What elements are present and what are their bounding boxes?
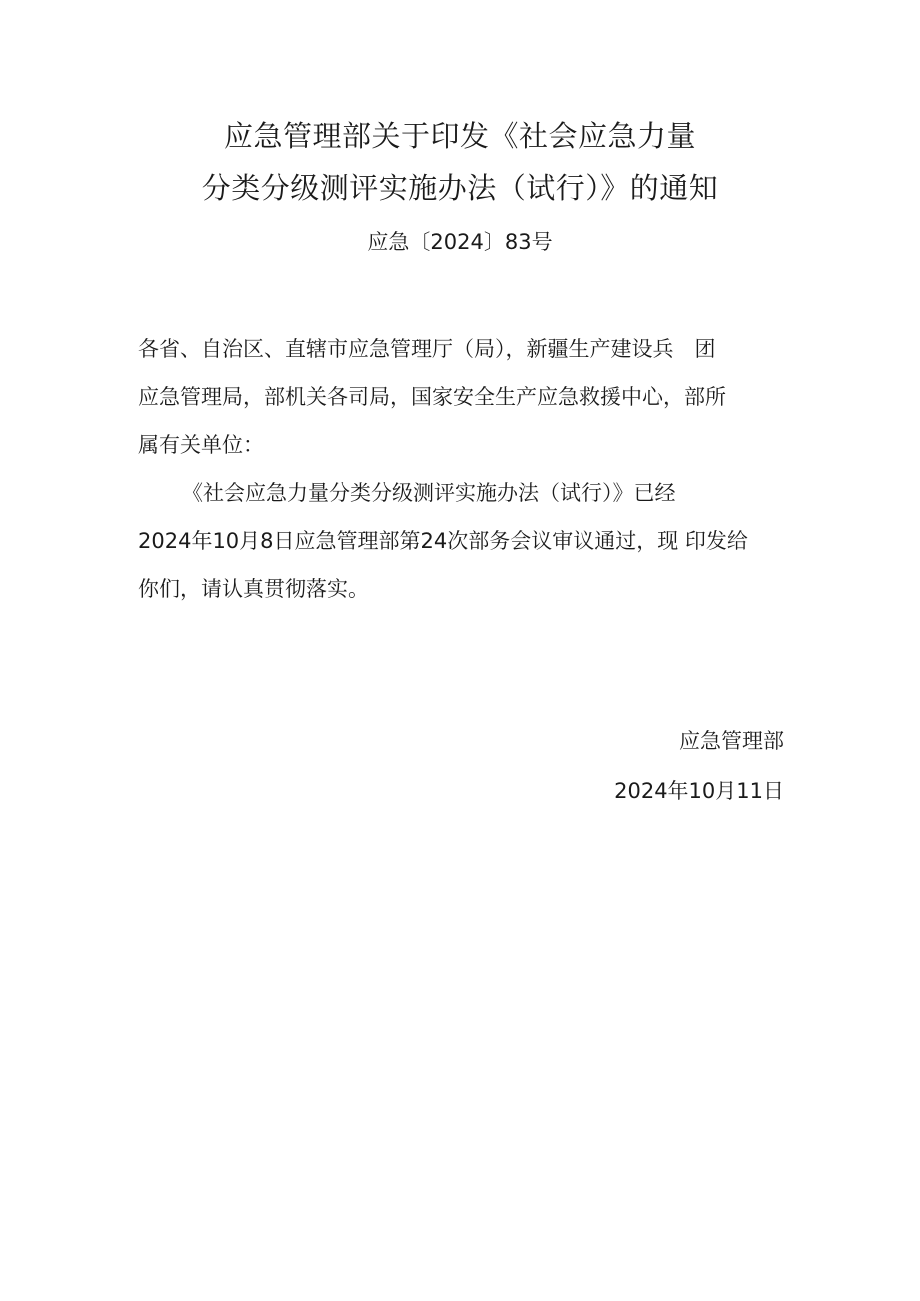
issue-date: 2024年10月11日 (614, 779, 784, 803)
document-title-line-2: 分类分级测评实施办法（试行）》的通知 (201, 171, 719, 205)
document-number: 应急〔2024〕83号 (367, 230, 553, 254)
issuer-signature: 应急管理部 (679, 729, 784, 753)
salutation-line-2: 应急管理局，部机关各司局，国家安全生产应急救援中心，部所 (138, 385, 726, 409)
document-title-line-1: 应急管理部关于印发《社会应急力量 (223, 119, 696, 153)
body-line-3: 你们，请认真贯彻落实。 (138, 577, 369, 601)
salutation-line-1: 各省、自治区、直辖市应急管理厅（局），新疆生产建设兵 团 (138, 337, 716, 361)
salutation-line-3: 属有关单位： (138, 433, 264, 457)
body-line-1: 《社会应急力量分类分级测评实施办法（试行）》已经 (182, 481, 676, 505)
body-line-2: 2024年10月8日应急管理部第24次部务会议审议通过，现 印发给 (138, 529, 748, 553)
